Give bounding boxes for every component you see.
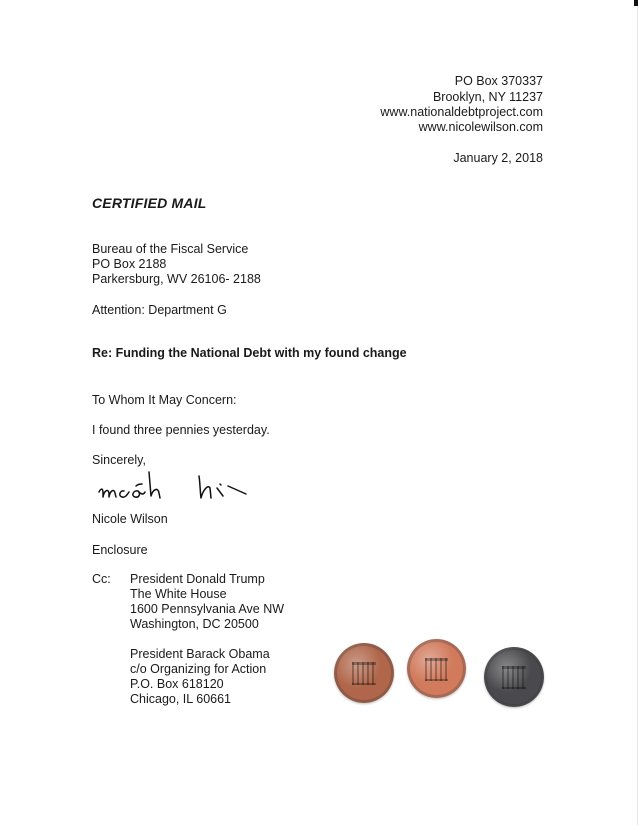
- cc-recipient-2-line-3: P.O. Box 618120: [130, 677, 224, 691]
- recipient-name: Bureau of the Fiscal Service: [92, 242, 249, 256]
- sender-website-1: www.nationaldebtproject.com: [380, 105, 543, 119]
- cc-recipient-1-line-3: 1600 Pennsylvania Ave NW: [130, 602, 285, 616]
- penny-building-icon: [352, 662, 376, 685]
- enclosure-line: Enclosure: [92, 543, 148, 557]
- penny-building-icon: [502, 666, 526, 689]
- cc-recipient-2-line-4: Chicago, IL 60661: [130, 692, 232, 706]
- cc-recipient-2-line-2: c/o Organizing for Action: [130, 662, 267, 676]
- handwritten-signature: [96, 462, 256, 510]
- cc-recipient-1-line-1: President Donald Trump: [130, 572, 265, 586]
- penny-coin: [407, 639, 466, 698]
- closing: Sincerely,: [92, 453, 146, 467]
- cc-recipient-1-line-4: Washington, DC 20500: [130, 617, 259, 631]
- cc-recipient-2-line-1: President Barack Obama: [130, 647, 270, 661]
- penny-coin: [484, 647, 544, 707]
- cc-recipient-1-line-2: The White House: [130, 587, 227, 601]
- sender-website-2: www.nicolewilson.com: [418, 120, 543, 134]
- cc-label: Cc:: [92, 572, 111, 586]
- salutation: To Whom It May Concern:: [92, 393, 237, 407]
- subject-line: Re: Funding the National Debt with my found change: [92, 346, 407, 360]
- recipient-po-box: PO Box 2188: [92, 257, 167, 271]
- letter-date: January 2, 2018: [453, 151, 543, 165]
- certified-mail-heading: CERTIFIED MAIL: [92, 195, 207, 211]
- body-text: I found three pennies yesterday.: [92, 423, 270, 437]
- attention-line: Attention: Department G: [92, 303, 227, 317]
- sender-po-box: PO Box 370337: [454, 74, 543, 88]
- penny-coin: [334, 643, 394, 703]
- recipient-city: Parkersburg, WV 26106- 2188: [92, 272, 261, 286]
- signer-name: Nicole Wilson: [92, 512, 168, 526]
- penny-building-icon: [425, 658, 449, 681]
- sender-city: Brooklyn, NY 11237: [432, 90, 543, 104]
- scan-corner-mark: [634, 0, 638, 6]
